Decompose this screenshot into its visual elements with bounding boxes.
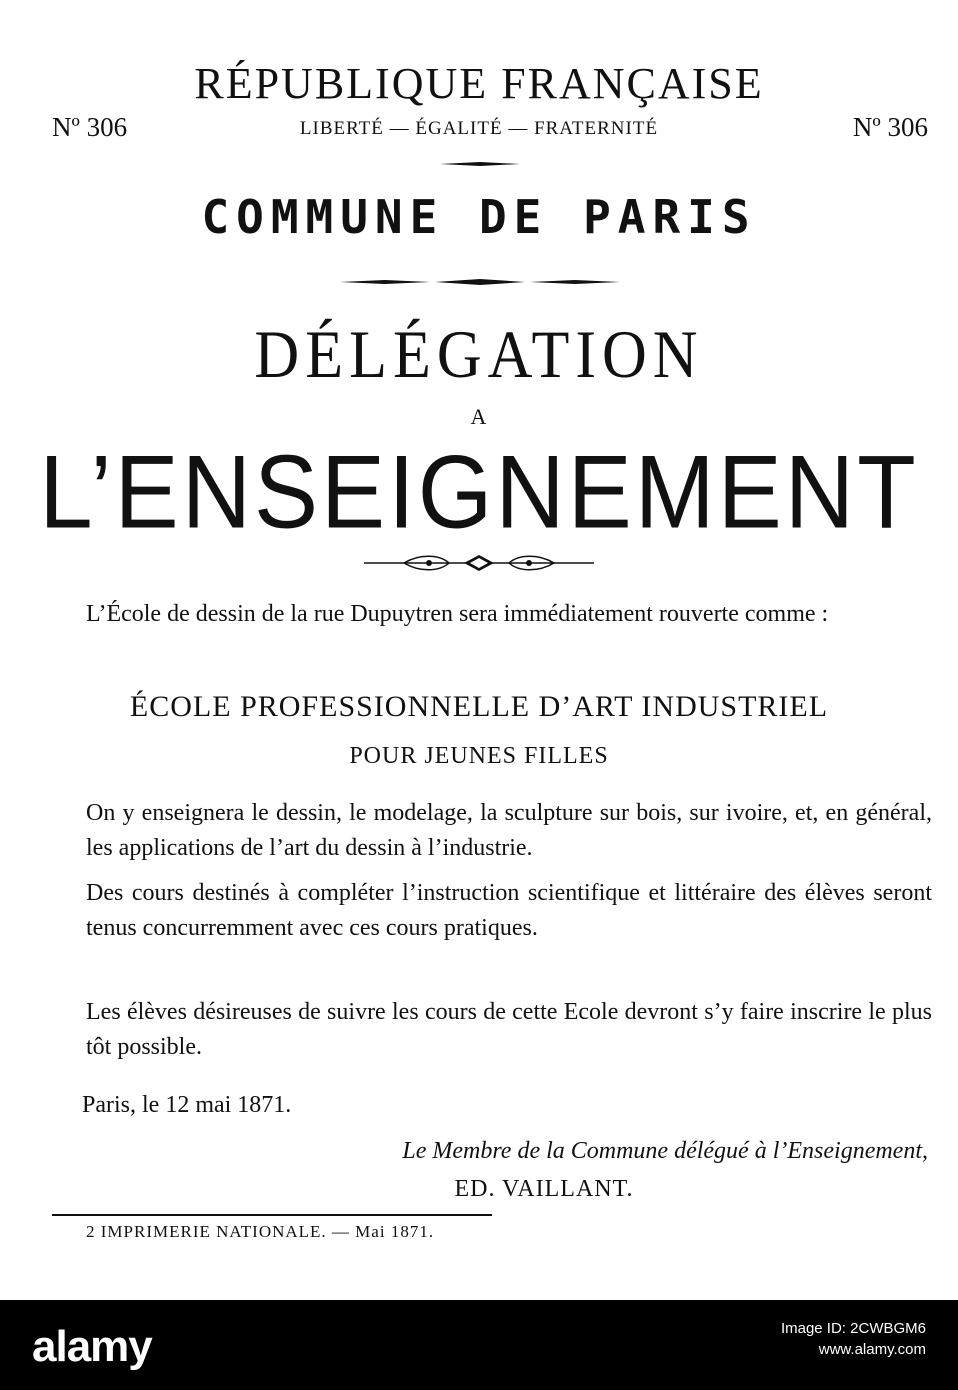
divider-triple <box>340 278 620 286</box>
signature-name: ED. VAILLANT. <box>454 1176 634 1202</box>
watermark-logo: alamy <box>32 1322 152 1371</box>
ornament-divider <box>364 552 594 574</box>
commune-title: COMMUNE DE PARIS <box>201 190 757 244</box>
school-audience: POUR JEUNES FILLES <box>349 743 609 769</box>
footer-divider <box>52 1214 492 1216</box>
enseignement-title: L’ENSEIGNEMENT <box>39 434 919 551</box>
watermark-info <box>781 1318 926 1360</box>
paragraph-enrollment: Les élèves désireuses de suivre les cours de cette Ecole devront s’y faire inscrire le plus tôt possible. <box>86 999 932 1060</box>
motto: LIBERTÉ — ÉGALITÉ — FRATERNITÉ <box>299 118 659 139</box>
poster-number-right: Nº 306 <box>852 112 928 142</box>
divider-small <box>440 162 520 166</box>
paragraph-reopening: L’École de dessin de la rue Dupuytren sera immédiatement rouverte comme : <box>86 601 829 627</box>
watermark-image-id: Image ID: 2CWBGM6 <box>780 1320 926 1337</box>
signature-role: Le Membre de la Commune délégué à l’Enseignement, <box>402 1138 928 1164</box>
paragraph-courses: Des cours destinés à compléter l’instruction scientifique et littéraire des élèves seront tenus concurremment avec ces cours pratiques. <box>86 880 932 941</box>
paragraph-curriculum: On y enseignera le dessin, le modelage, la sculpture sur bois, sur ivoire, et, en général, les applications de l’art du dessin à l’industrie. <box>86 800 932 861</box>
title-connector: A <box>470 404 488 429</box>
school-name: ÉCOLE PROFESSIONNELLE D’ART INDUSTRIEL <box>129 690 829 723</box>
poster-number-left: Nº 306 <box>52 112 128 142</box>
republic-title: RÉPUBLIQUE FRANÇAISE <box>194 59 764 108</box>
date-line: Paris, le 12 mai 1871. <box>82 1092 292 1118</box>
printer-line: 2 IMPRIMERIE NATIONALE. — Mai 1871. <box>86 1222 435 1241</box>
watermark-url: www.alamy.com <box>818 1341 926 1358</box>
delegation-title: DÉLÉGATION <box>254 317 704 393</box>
